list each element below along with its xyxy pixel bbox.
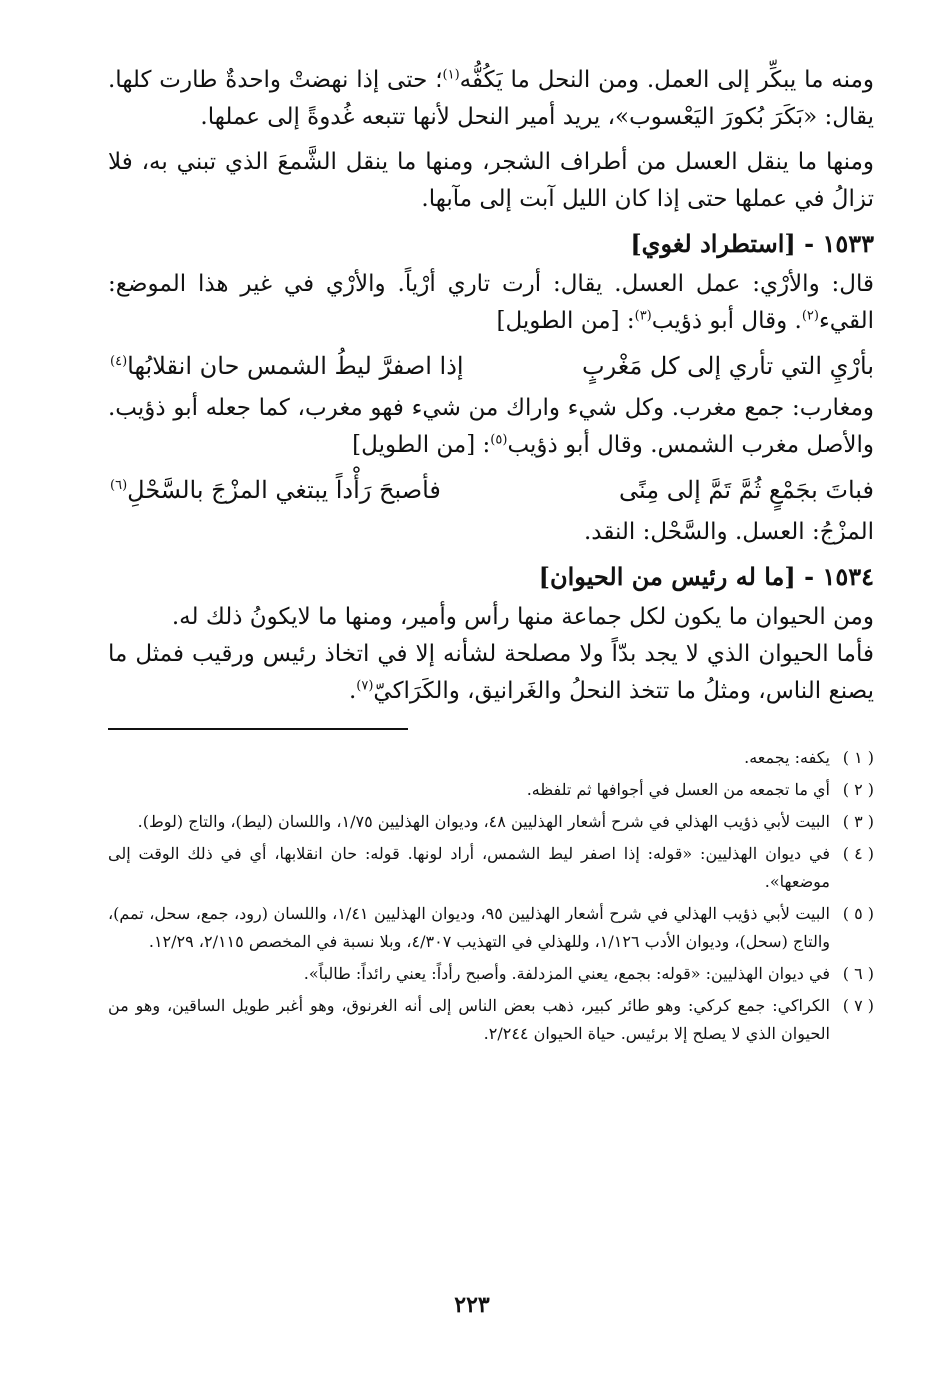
footnote-item	[108, 900, 874, 956]
paragraph-maghrib	[108, 390, 874, 464]
poetry-verse-2	[108, 468, 874, 512]
verse-hemistich-1: بأرْيِ التي تأري إلى كل مَغْربٍ	[582, 352, 874, 380]
paragraph-text: قال: والأرْي: عمل العسل. يقال: أرت تاري أرْياً. والأرْي في غير هذا الموضع: القيء	[108, 271, 874, 334]
footnote-item	[108, 960, 874, 988]
footnote-ref[interactable]: (٢)	[801, 308, 819, 324]
paragraph-text: : [من الطويل]	[352, 432, 491, 458]
footnote-number: ( ٢ )	[842, 780, 874, 799]
paragraph-text: ومنه ما يبكِّر إلى العمل. ومن النحل ما يَكُفُّه	[459, 67, 874, 93]
footnote-text: البيت لأبي ذؤيب الهذلي في شرح أشعار الهذليين ٤٨، وديوان الهذليين ١/٧٥، واللسان (ليط)، والتاج (لوط).	[137, 812, 830, 831]
verse-hemistich-2	[108, 344, 464, 388]
paragraph-text: . وقال أبو ذؤيب	[651, 308, 802, 334]
footnote-ref[interactable]: (٥)	[490, 432, 508, 448]
paragraph-animal-leaders: ومن الحيوان ما يكون لكل جماعة منها رأس وأمير، ومنها ما لايكونُ ذلك له.	[171, 604, 874, 630]
paragraph-bees-early	[108, 62, 874, 136]
footnote-number: ( ٧ )	[842, 996, 874, 1015]
paragraph-text: ومغارب: جمع مغرب. وكل شيء واراك من شيء فهو مغرب، كما جعله أبو ذؤيب. والأصل مغرب الشمس. وقال أبو ذؤيب	[108, 395, 874, 458]
footnote-number: ( ٣ )	[842, 812, 874, 831]
footnote-text: في ديوان الهذليين: «قوله: إذا اصفر ليط الشمس، أراد لونها. قوله: حان انقلابها، أي في ذلك الوقت إلى موضعها».	[108, 844, 830, 891]
verse-text: فأصبحَ رَأْداً يبتغي المزْجَ بالسَّحْلِ	[127, 476, 441, 504]
paragraph-text: ؛ حتى إذا نهضتْ واحدةٌ طارت كلها. يقال: «بَكَرَ بُكورَ اليَعْسوب»، يريد أمير النحل لأنها تتبعه غُدوةً إلى عملها.	[108, 67, 874, 130]
footnote-number: ( ٦ )	[842, 964, 874, 983]
footnote-number: ( ٤ )	[842, 844, 874, 863]
footnote-text: أي ما تجمعه من العسل في أجوافها ثم تلفظه.	[526, 780, 830, 799]
verse-hemistich-1: فباتَ بجَمْعٍ ثُمَّ تَمَّ إلى مِنًى	[619, 476, 874, 504]
verse-hemistich-2	[108, 468, 441, 512]
footnote-item	[108, 744, 874, 772]
footnotes	[108, 744, 874, 1048]
footnote-number: ( ١ )	[842, 748, 874, 767]
paragraph-text: فأما الحيوان الذي لا يجد بدّاً ولا مصلحة لشأنه إلا في اتخاذ رئيس ورقيب فمثل ما يصنع الناس، ومثلُ ما تتخذ النحلُ والغَرانيق، والكَرَاكيّ	[108, 641, 874, 704]
footnote-ref[interactable]: (٤)	[110, 354, 128, 369]
footnote-item	[108, 776, 874, 804]
paragraph-text: .	[348, 678, 357, 704]
footnote-text: يكفه: يجمعه.	[744, 748, 830, 767]
poetry-verse-1	[108, 344, 874, 388]
verse-text: إذا اصفرَّ ليطُ الشمس حان انقلابُها	[127, 352, 464, 380]
section-heading-1534: ١٥٣٤ - [ما له رئيس من الحيوان]	[538, 562, 874, 591]
paragraph-mazj: المزْجُ: العسل. والسَّحْل: النقد.	[583, 519, 874, 545]
paragraph-text: : [من الطويل]	[496, 308, 635, 334]
footnote-item	[108, 840, 874, 896]
footnote-text: البيت لأبي ذؤيب الهذلي في شرح أشعار الهذليين ٩٥، وديوان الهذليين ١/٤١، واللسان (رود، جمع، سحل، تمم)، والتاج (سحل)، وديوان الأدب ١/١٢٦، وللهذلي في التهذيب ٤/٣٠٧، وبلا نسبة في المخصص ٢/١١٥، ١٢/٢٩.	[108, 904, 830, 951]
footnote-text: في ديوان الهذليين: «قوله: بجمع، يعني المزدلفة. وأصبح رأداً: يعني رائداً: طالباً».	[303, 964, 830, 983]
footnote-item	[108, 808, 874, 836]
footnote-number: ( ٥ )	[842, 904, 874, 923]
footnote-text: الكراكي: جمع كركي: وهو طائر كبير، ذهب بعض الناس إلى أنه الغرنوق، وهو أغبر طويل الساقين، وهو من الحيوان الذي لا يصلح إلا برئيس. حياة الحيوان ٢/٢٤٤.	[108, 996, 830, 1043]
footnote-divider	[108, 728, 408, 730]
footnote-ref[interactable]: (١)	[442, 67, 460, 83]
paragraph-bees-work: ومنها ما ينقل العسل من أطراف الشجر، ومنها ما ينقل الشَّمعَ الذي تبني به، فلا تزالُ في عملها حتى إذا كان الليل آبت إلى مآبها.	[108, 149, 874, 212]
paragraph-animal-chief	[108, 636, 874, 710]
paragraph-ary	[108, 266, 874, 340]
footnote-ref[interactable]: (٧)	[356, 678, 374, 694]
page-number: ٢٢٣	[454, 1292, 490, 1318]
footnote-ref[interactable]: (٣)	[634, 308, 652, 324]
section-heading-1533: ١٥٣٣ - [استطراد لغوي]	[630, 229, 874, 258]
footnote-item	[108, 992, 874, 1048]
footnote-ref[interactable]: (٦)	[110, 478, 128, 493]
